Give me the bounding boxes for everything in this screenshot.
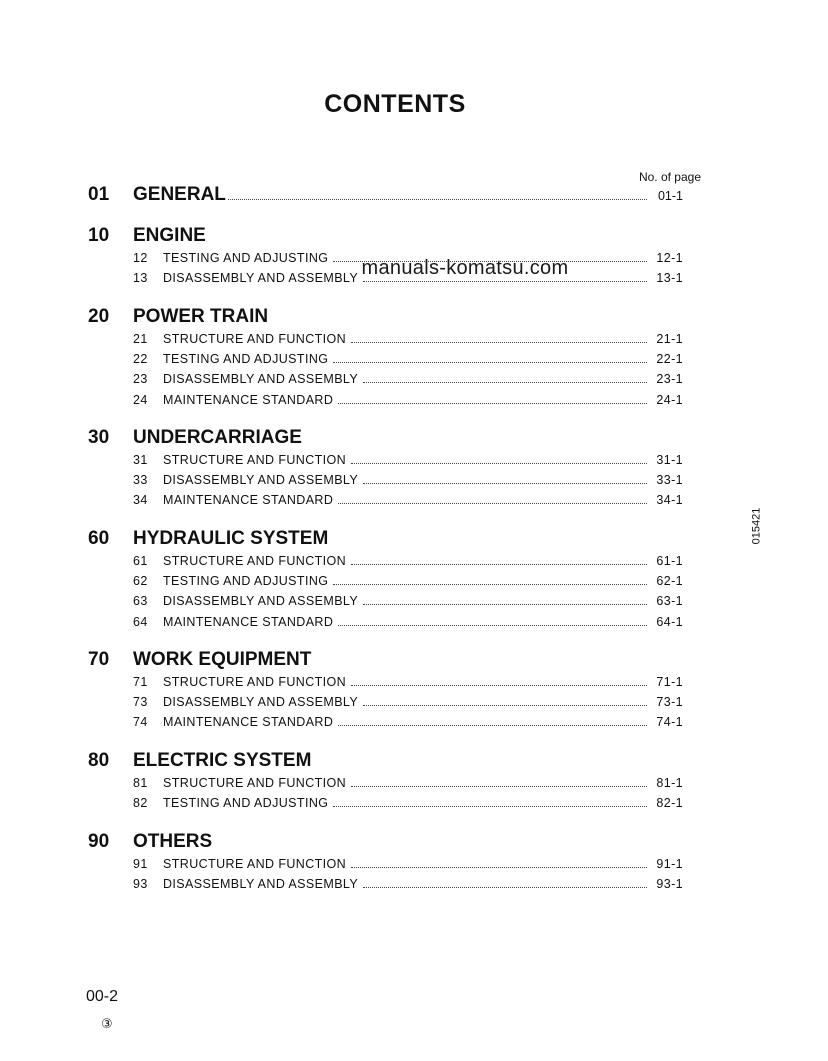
entry-label: MAINTENANCE STANDARD <box>163 614 334 629</box>
section-title[interactable]: POWER TRAIN <box>133 306 269 327</box>
entry-label: STRUCTURE AND FUNCTION <box>163 554 347 568</box>
toc-entry[interactable] <box>88 393 683 413</box>
section-title[interactable]: GENERAL <box>133 184 226 205</box>
entry-number: 22 <box>133 352 148 367</box>
toc-entry[interactable] <box>88 554 683 574</box>
toc-section-hydraulic-system <box>88 528 683 635</box>
toc-entry[interactable] <box>88 352 683 372</box>
entry-page: 22-1 <box>656 352 683 367</box>
toc-entry[interactable] <box>88 332 683 352</box>
entry-number: 24 <box>133 392 148 407</box>
revision-mark: ③ <box>101 1016 113 1031</box>
toc-entry[interactable] <box>88 715 683 735</box>
entry-page: 61-1 <box>656 554 683 568</box>
section-number: 60 <box>88 528 110 549</box>
toc-section-work-equipment <box>88 649 683 736</box>
section-title[interactable]: WORK EQUIPMENT <box>133 649 312 670</box>
entry-page: 24-1 <box>656 392 683 407</box>
entry-label: STRUCTURE AND FUNCTION <box>163 675 347 689</box>
toc-entry[interactable] <box>88 695 683 715</box>
section-title[interactable]: HYDRAULIC SYSTEM <box>133 528 329 549</box>
dot-leader <box>351 867 647 868</box>
entry-page: 13-1 <box>656 271 683 286</box>
entry-page: 73-1 <box>656 695 683 710</box>
dot-leader <box>363 887 647 888</box>
entry-label: DISASSEMBLY AND ASSEMBLY <box>163 271 359 286</box>
entry-label: MAINTENANCE STANDARD <box>163 392 334 407</box>
dot-leader <box>351 786 647 787</box>
dot-leader <box>351 463 647 464</box>
entry-page: 23-1 <box>656 372 683 387</box>
entry-number: 91 <box>133 857 148 871</box>
entry-number: 74 <box>133 715 148 730</box>
entry-number: 63 <box>133 594 148 609</box>
dot-leader <box>351 564 647 565</box>
toc-entry[interactable] <box>88 453 683 473</box>
entry-number: 34 <box>133 493 148 508</box>
dot-leader <box>338 625 647 626</box>
entry-label: DISASSEMBLY AND ASSEMBLY <box>163 473 359 488</box>
section-title[interactable]: OTHERS <box>133 831 213 852</box>
entry-number: 23 <box>133 372 148 387</box>
toc-entry[interactable] <box>88 574 683 594</box>
entry-number: 12 <box>133 251 148 265</box>
section-title[interactable]: ENGINE <box>133 225 206 246</box>
section-title[interactable]: ELECTRIC SYSTEM <box>133 750 312 771</box>
entry-page: 81-1 <box>656 776 683 790</box>
entry-page: 82-1 <box>656 796 683 811</box>
entry-page: 74-1 <box>656 715 683 730</box>
entry-page: 12-1 <box>656 251 683 265</box>
dot-leader <box>333 806 647 807</box>
dot-leader <box>351 342 647 343</box>
section-heading <box>88 184 683 210</box>
section-page: 01-1 <box>657 189 683 203</box>
entry-number: 33 <box>133 473 148 488</box>
toc-entry[interactable] <box>88 877 683 897</box>
entry-number: 62 <box>133 574 148 589</box>
section-number: 30 <box>88 427 110 448</box>
watermark-text: manuals-komatsu.com <box>361 257 569 279</box>
toc-entry[interactable] <box>88 594 683 614</box>
toc-section-power-train <box>88 306 683 413</box>
toc-section-others <box>88 831 683 897</box>
entry-page: 64-1 <box>656 614 683 629</box>
dot-leader <box>363 483 647 484</box>
toc-entry[interactable] <box>88 493 683 513</box>
entry-page: 63-1 <box>656 594 683 609</box>
entry-number: 93 <box>133 877 148 892</box>
entry-label: TESTING AND ADJUSTING <box>163 574 329 589</box>
toc-entry[interactable] <box>88 372 683 392</box>
entry-page: 71-1 <box>656 675 683 689</box>
dot-leader <box>228 199 647 200</box>
section-number: 10 <box>88 225 110 246</box>
dot-leader <box>333 584 647 585</box>
entry-label: STRUCTURE AND FUNCTION <box>163 332 347 346</box>
entry-label: TESTING AND ADJUSTING <box>163 352 329 367</box>
page-title: CONTENTS <box>324 90 466 118</box>
entry-page: 31-1 <box>656 453 683 467</box>
entry-label: TESTING AND ADJUSTING <box>163 251 329 265</box>
page-column-header: No. of page <box>638 170 701 184</box>
dot-leader <box>338 725 647 726</box>
entry-number: 13 <box>133 271 148 286</box>
section-number: 70 <box>88 649 110 670</box>
section-title[interactable]: UNDERCARRIAGE <box>133 427 302 448</box>
entry-page: 91-1 <box>656 857 683 871</box>
entry-number: 81 <box>133 776 148 790</box>
toc-section-electric-system <box>88 750 683 816</box>
dot-leader <box>363 705 647 706</box>
entry-label: DISASSEMBLY AND ASSEMBLY <box>163 695 359 710</box>
entry-number: 64 <box>133 614 148 629</box>
entry-label: STRUCTURE AND FUNCTION <box>163 857 347 871</box>
toc-entry[interactable] <box>88 857 683 877</box>
entry-label: TESTING AND ADJUSTING <box>163 796 329 811</box>
dot-leader <box>351 685 647 686</box>
dot-leader <box>338 503 647 504</box>
entry-page: 62-1 <box>656 574 683 589</box>
section-number: 01 <box>88 184 110 205</box>
entry-label: DISASSEMBLY AND ASSEMBLY <box>163 594 359 609</box>
entry-page: 33-1 <box>656 473 683 488</box>
toc-entry[interactable] <box>88 675 683 695</box>
section-number: 90 <box>88 831 110 852</box>
entry-label: DISASSEMBLY AND ASSEMBLY <box>163 372 359 387</box>
dot-leader <box>363 604 647 605</box>
toc-section-undercarriage <box>88 427 683 514</box>
dot-leader <box>363 281 647 282</box>
entry-page: 34-1 <box>656 493 683 508</box>
entry-number: 82 <box>133 796 148 811</box>
side-document-code: 015421 <box>750 507 763 545</box>
entry-label: STRUCTURE AND FUNCTION <box>163 776 347 790</box>
dot-leader <box>338 403 647 404</box>
dot-leader <box>333 362 647 363</box>
toc-section-general <box>88 184 683 210</box>
entry-page: 93-1 <box>656 877 683 892</box>
entry-page: 21-1 <box>656 332 683 346</box>
section-number: 20 <box>88 306 110 327</box>
toc-entry[interactable] <box>88 615 683 635</box>
toc-entry[interactable] <box>88 796 683 816</box>
entry-number: 71 <box>133 675 148 689</box>
entry-label: STRUCTURE AND FUNCTION <box>163 453 347 467</box>
page-number: 00-2 <box>86 988 119 1005</box>
entry-label: MAINTENANCE STANDARD <box>163 715 334 730</box>
entry-number: 21 <box>133 332 148 346</box>
toc-entry[interactable] <box>88 776 683 796</box>
section-number: 80 <box>88 750 110 771</box>
entry-number: 73 <box>133 695 148 710</box>
entry-number: 31 <box>133 453 148 467</box>
toc-entry[interactable] <box>88 473 683 493</box>
dot-leader <box>363 382 647 383</box>
entry-label: DISASSEMBLY AND ASSEMBLY <box>163 877 359 892</box>
entry-number: 61 <box>133 554 148 568</box>
entry-label: MAINTENANCE STANDARD <box>163 493 334 508</box>
